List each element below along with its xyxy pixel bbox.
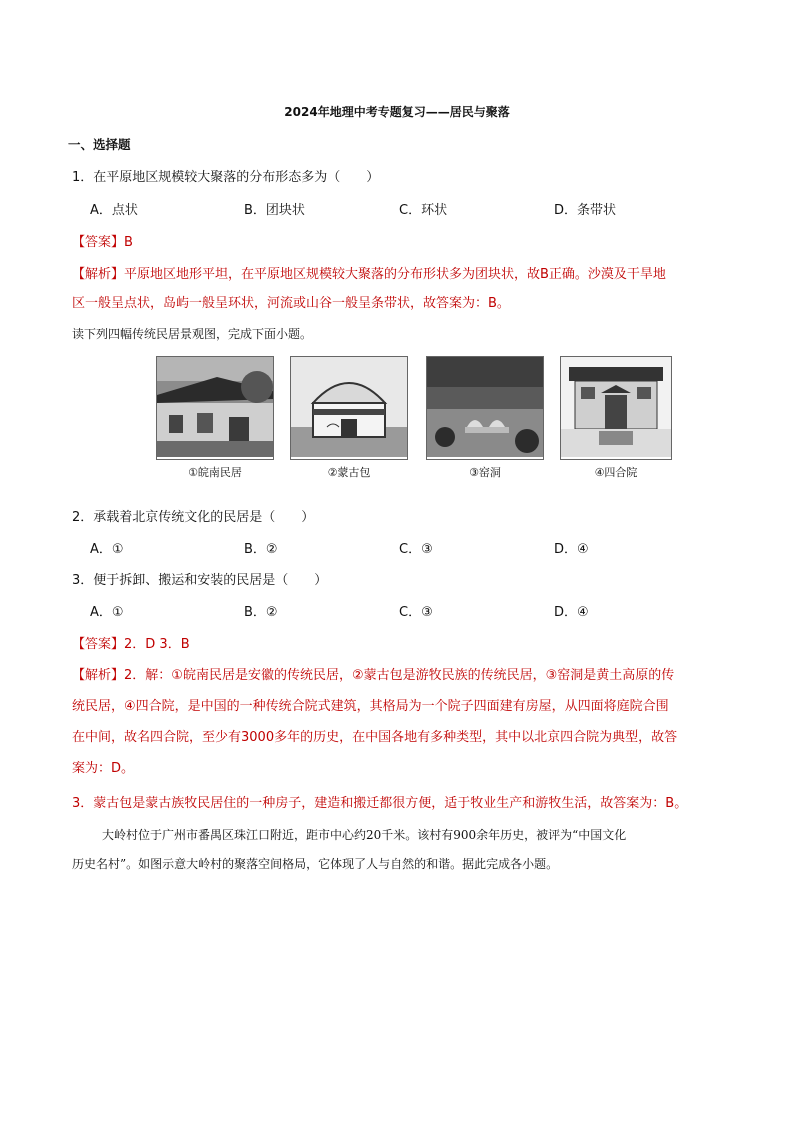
q1-option-d: D．条带状 [554,203,617,218]
analysis-text: 平原地区地形平坦，在平原地区规模较大聚落的分布形状多为团块状，故B正确。沙漠及干旱地 [124,267,666,282]
photo-caption: ①皖南民居 [188,466,242,479]
photo-caption: ③窑洞 [469,466,501,479]
q1-analysis-line-2: 区一般呈点状，岛屿一般呈环状，河流或山谷一般呈条带状，故答案为：B。 [72,296,510,311]
cave-dwelling-icon [426,356,544,460]
question-3-stem: 3．便于拆卸、搬运和安装的民居是（ ） [72,573,328,588]
intro-four-houses: 读下列四幅传统民居景观图，完成下面小题。 [72,327,313,341]
courtyard-house-icon [560,356,672,460]
q2-option-a: A．① [90,542,124,557]
q23-analysis-line-5: 3．蒙古包是蒙古族牧民居住的一种房子，建造和搬迁都很方便，适于牧业生产和游牧生活，故答案为：B。 [72,796,688,811]
intro-dalingcun-line-1: 大岭村位于广州市番禺区珠江口附近，距市中心约20千米。该村有900余年历史，被评为“中国文化 [102,828,627,842]
q23-analysis-line-2: 统民居，④四合院，是中国的一种传统合院式建筑，其格局为一个院子四面建有房屋，从四面将庭院合围 [72,699,669,714]
q2-option-b: B．② [244,542,278,557]
section-heading: 一、选择题 [68,137,131,152]
q3-option-a: A．① [90,605,124,620]
q2-option-c: C．③ [399,542,433,557]
photo-yurt [290,356,408,484]
q1-option-c: C．环状 [399,203,448,218]
photo-caption: ④四合院 [594,466,638,479]
q23-analysis-line-3: 在中间，故名四合院，至少有3000多年的历史，在中国各地有多种类型，其中以北京四合院为典型，故答 [72,730,678,745]
q1-option-b: B．团块状 [244,203,305,218]
page-title: 2024年地理中考专题复习——居民与聚落 [284,105,510,119]
analysis-text: 2．解：①皖南民居是安徽的传统民居，②蒙古包是游牧民族的传统民居，③窑洞是黄土高原的传 [124,668,675,683]
q1-analysis-line-1 [72,263,666,282]
house-photos [156,356,676,491]
analysis-tag: 【解析】 [72,668,125,683]
q1-option-a: A．点状 [90,203,138,218]
anhui-house-icon [156,356,274,460]
answer-value: 2．D 3．B [124,637,190,652]
photo-cave-dwelling [426,356,544,484]
photo-anhui-house [156,356,274,484]
answer-tag: 【答案】 [72,235,125,250]
q1-answer [72,231,133,250]
question-1-stem: 1．在平原地区规模较大聚落的分布形态多为（ ） [72,170,380,185]
q3-option-b: B．② [244,605,278,620]
q3-option-c: C．③ [399,605,433,620]
question-2-stem: 2．承载着北京传统文化的民居是（ ） [72,510,315,525]
q23-analysis-line-4: 案为：D。 [72,761,135,776]
photo-courtyard-house [560,356,672,484]
q23-answer [72,633,190,652]
answer-tag: 【答案】 [72,637,125,652]
yurt-icon [290,356,408,460]
photo-caption: ②蒙古包 [327,466,371,479]
answer-value: B [124,235,133,250]
q23-analysis-line-1 [72,664,674,683]
q3-option-d: D．④ [554,605,589,620]
analysis-tag: 【解析】 [72,267,125,282]
intro-dalingcun-line-2: 历史名村”。如图示意大岭村的聚落空间格局，它体现了人与自然的和谐。据此完成各小题。 [72,857,559,871]
q2-option-d: D．④ [554,542,589,557]
